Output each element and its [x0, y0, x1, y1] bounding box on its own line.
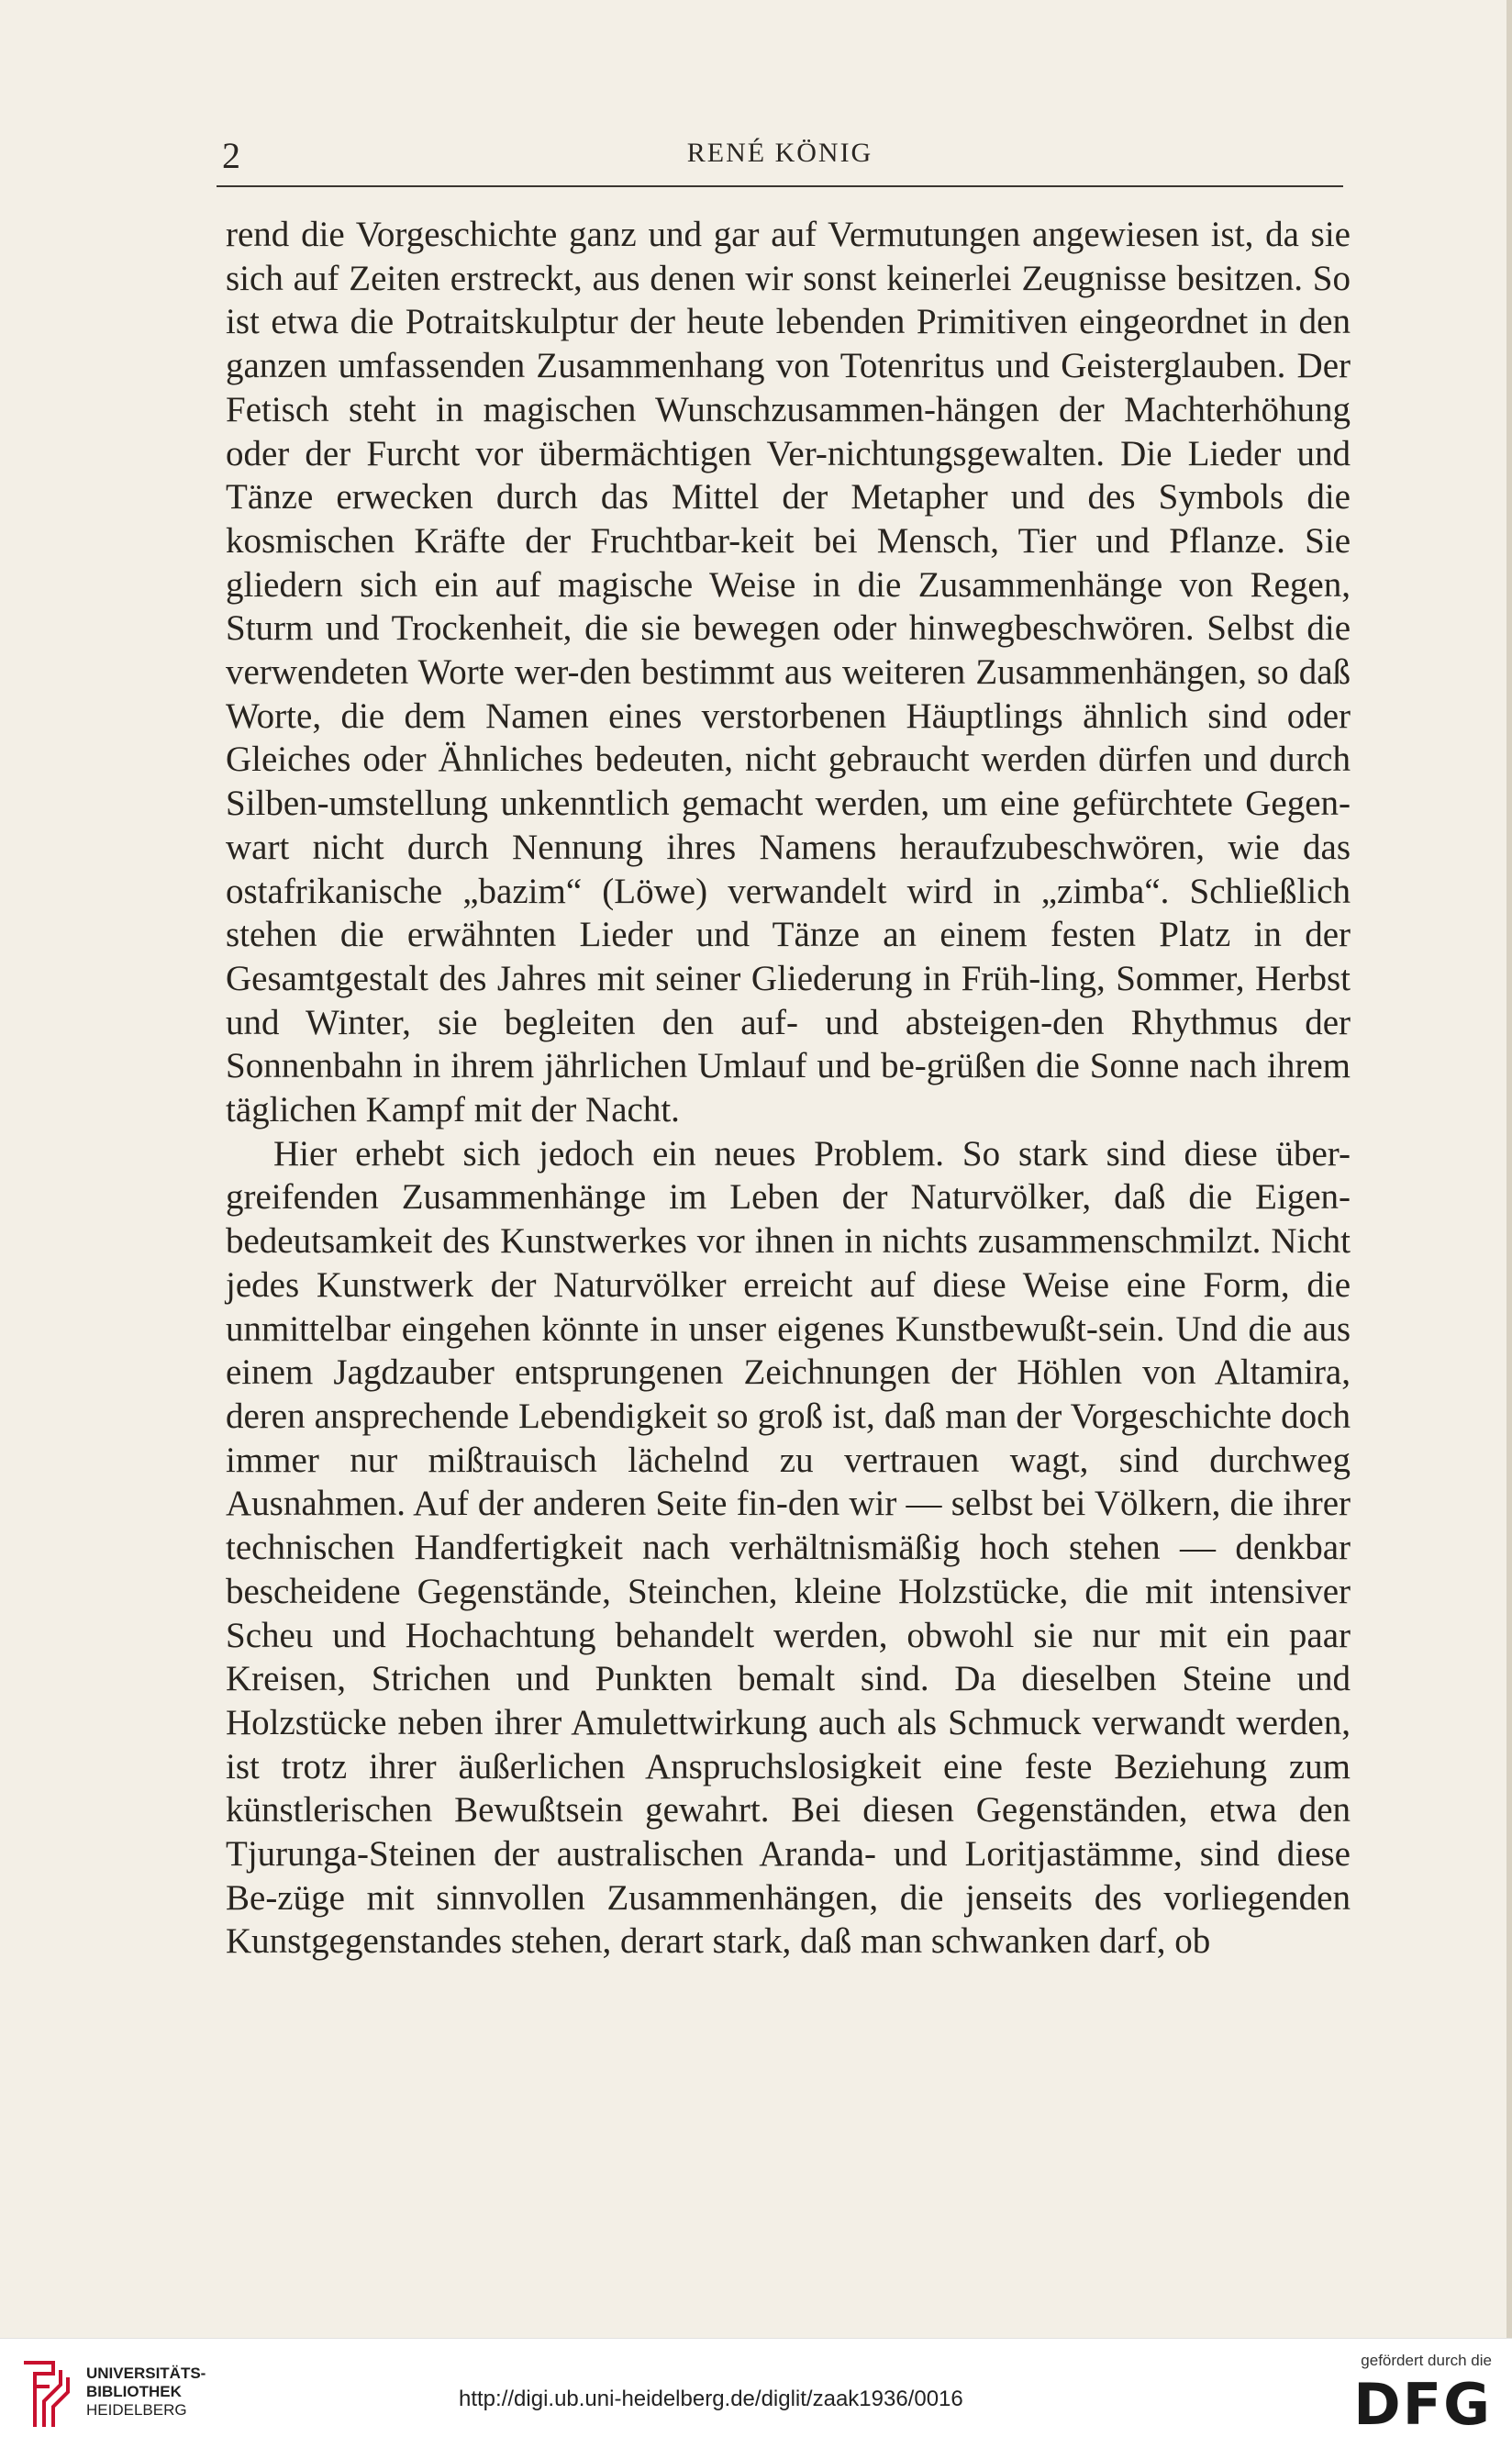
- uni-heidelberg-logo-icon[interactable]: [17, 2359, 75, 2431]
- running-head: RENÉ KÖNIG: [686, 138, 873, 168]
- footer-bar: [0, 2338, 1512, 2448]
- body-text: [226, 213, 1351, 1964]
- page-header: [217, 130, 1343, 178]
- source-url-link[interactable]: http://digi.ub.uni-heidelberg.de/diglit/zaak1936/0016: [459, 2387, 963, 2411]
- funder-block: [1336, 2352, 1492, 2438]
- header-rule: [217, 185, 1343, 187]
- institution-name: [86, 2365, 206, 2420]
- paragraph-1: rend die Vorgeschichte ganz und gar auf Vermutungen angewiesen ist, da sie sich auf Zeiten erstreckt, aus denen wir sonst keinerlei Zeugnisse besitzen. So ist etwa die Potraitskulptur der heute lebenden Primitiven eingeordnet in den ganzen umfassenden Zusammenhang von Totenritus und Geisterglauben. Der Fetisch steht in magischen Wunschzusammen-hängen der Machterhöhung oder der Furcht vor übermächtigen Ver-nichtungsgewalten. Die Lieder und Tänze erwecken durch das Mittel der Metapher und des Symbols die kosmischen Kräfte der Fruchtbar-keit bei Mensch, Tier und Pflanze. Sie gliedern sich ein auf magische Weise in die Zusammenhänge von Regen, Sturm und Trockenheit, die sie bewegen oder hinwegbeschwören. Selbst die verwendeten Worte wer-den bestimmt aus weiteren Zusammenhängen, so daß Worte, die dem Namen eines verstorbenen Häuptlings ähnlich sind oder Gleiches oder Ähnliches bedeuten, nicht gebraucht werden dürfen und durch Silben-umstellung unkenntlich gemacht werden, um eine gefürchtete Gegen-wart nicht durch Nennung ihres Namens heraufzubeschwören, wie das ostafrikanische „bazim“ (Löwe) verwandelt wird in „zimba“. Schließlich stehen die erwähnten Lieder und Tänze an einem festen Platz in der Gesamtgestalt des Jahres mit seiner Gliederung in Früh-ling, Sommer, Herbst und Winter, sie begleiten den auf- und absteigen-den Rhythmus der Sonnenbahn in ihrem jährlichen Umlauf und be-grüßen die Sonne nach ihrem täglichen Kampf mit der Nacht.: [226, 215, 1351, 1130]
- funder-text: gefördert durch die: [1361, 2352, 1492, 2369]
- institution-line-2: BIBLIOTHEK: [86, 2383, 182, 2400]
- page-number: 2: [222, 135, 240, 176]
- institution-line-3: HEIDELBERG: [86, 2401, 187, 2419]
- paragraph-2: Hier erhebt sich jedoch ein neues Problem. So stark sind diese über-greifenden Zusammenhänge im Leben der Naturvölker, daß die Eigen-bedeutsamkeit des Kunstwerkes vor ihnen in nichts zusammenschmilzt. Nicht jedes Kunstwerk der Naturvölker erreicht auf diese Weise eine Form, die unmittelbar eingehen könnte in unser eigenes Kunstbewußt-sein. Und die aus einem Jagdzauber entsprungenen Zeichnungen der Höhlen von Altamira, deren ansprechende Lebendigkeit so groß ist, daß man der Vorgeschichte doch immer nur mißtrauisch lächelnd zu vertrauen wagt, sind durchweg Ausnahmen. Auf der anderen Seite fin-den wir — selbst bei Völkern, die ihrer technischen Handfertigkeit nach verhältnismäßig hoch stehen — denkbar bescheidene Gegenstände, Steinchen, kleine Holzstücke, die mit intensiver Scheu und Hochachtung behandelt werden, obwohl sie nur mit ein paar Kreisen, Strichen und Punkten bemalt sind. Da dieselben Steine und Holzstücke neben ihrer Amulettwirkung auch als Schmuck verwandt werden, ist trotz ihrer äußerlichen Anspruchslosigkeit eine feste Beziehung zum künstlerischen Bewußtsein gewahrt. Bei diesen Gegenständen, etwa den Tjurunga-Steinen der australischen Aranda- und Loritjastämme, sind diese Be-züge mit sinnvollen Zusammenhängen, die jenseits des vorliegenden Kunstgegenstandes stehen, derart stark, daß man schwanken darf, ob: [226, 1133, 1351, 1962]
- page-edge-shadow: [1506, 0, 1512, 2338]
- dfg-logo[interactable]: DFG: [1353, 2371, 1492, 2438]
- institution-line-1: UNIVERSITÄTS-: [86, 2365, 206, 2382]
